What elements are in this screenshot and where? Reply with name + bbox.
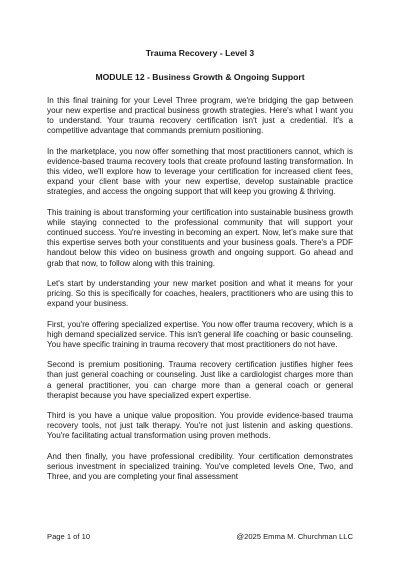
paragraph-7: Third is you have a unique value proposition. You provide evidence-based trauma recovery tools, not just talk therapy. You're not just listenin and asking questions. You're facilitating actual transformation using proven methods. (47, 411, 353, 441)
paragraph-2: In the marketplace, you now offer something that most practitioners cannot, which is evidence-based trauma recovery tools that create profound lasting transformation. In this video, we'll explore how to leverage your certification for increased client fees, expand your client base with your new expertise, develop sustainable practice strategies, and access the ongoing support that will keep you growing & thriving. (47, 146, 353, 197)
document-title: Trauma Recovery - Level 3 (145, 48, 255, 58)
paragraph-8: And then finally, you have professional credibility. Your certification demonstrates serious investment in specialized training. You've completed levels One, Two, and Three, and you are completing your final assessment (47, 451, 353, 481)
copyright-notice: @2025 Emma M. Churchman LLC (236, 532, 353, 541)
paragraph-4: Let's start by understanding your new market position and what it means for your pricing. So this is specifically for coaches, healers, practitioners who are using this to expand your business. (47, 278, 353, 309)
page-number: Page 1 of 10 (47, 532, 91, 541)
module-title: MODULE 12 - Business Growth & Ongoing Support (95, 72, 305, 82)
paragraph-5: First, you're offering specialized expertise. You now offer trauma recovery, which is a high demand specialized service. This isn't general life coaching or basic counseling. You have specific training in trauma recovery that most practitioners do not have. (47, 319, 353, 349)
paragraph-1: In this final training for your Level Three program, we're bridging the gap between your new expertise and practical business growth strategies. Here's what I want you to understand. Your trauma recovery certification isn't just a credential. It's a competitive advantage that commands premium positioning. (47, 96, 353, 136)
document-body (47, 96, 353, 492)
paragraph-3: This training is about transforming your certification into sustainable business growth while staying connected to the professional community that will support your continued success. You're investing in becoming an expert. Now, let's make sure that this expertise serves both your constituents and your business goals. There's a PDF handout below this video on business growth and ongoing support. Go ahead and grab that now, to follow along with this training. (47, 207, 353, 268)
paragraph-6: Second is premium positioning. Trauma recovery certification justifies higher fees than just general coaching or counseling. Just like a cardiologist charges more than a general practitioner, you can charge more than a general coach or general therapist because you have specialized expert expertise. (47, 360, 353, 400)
